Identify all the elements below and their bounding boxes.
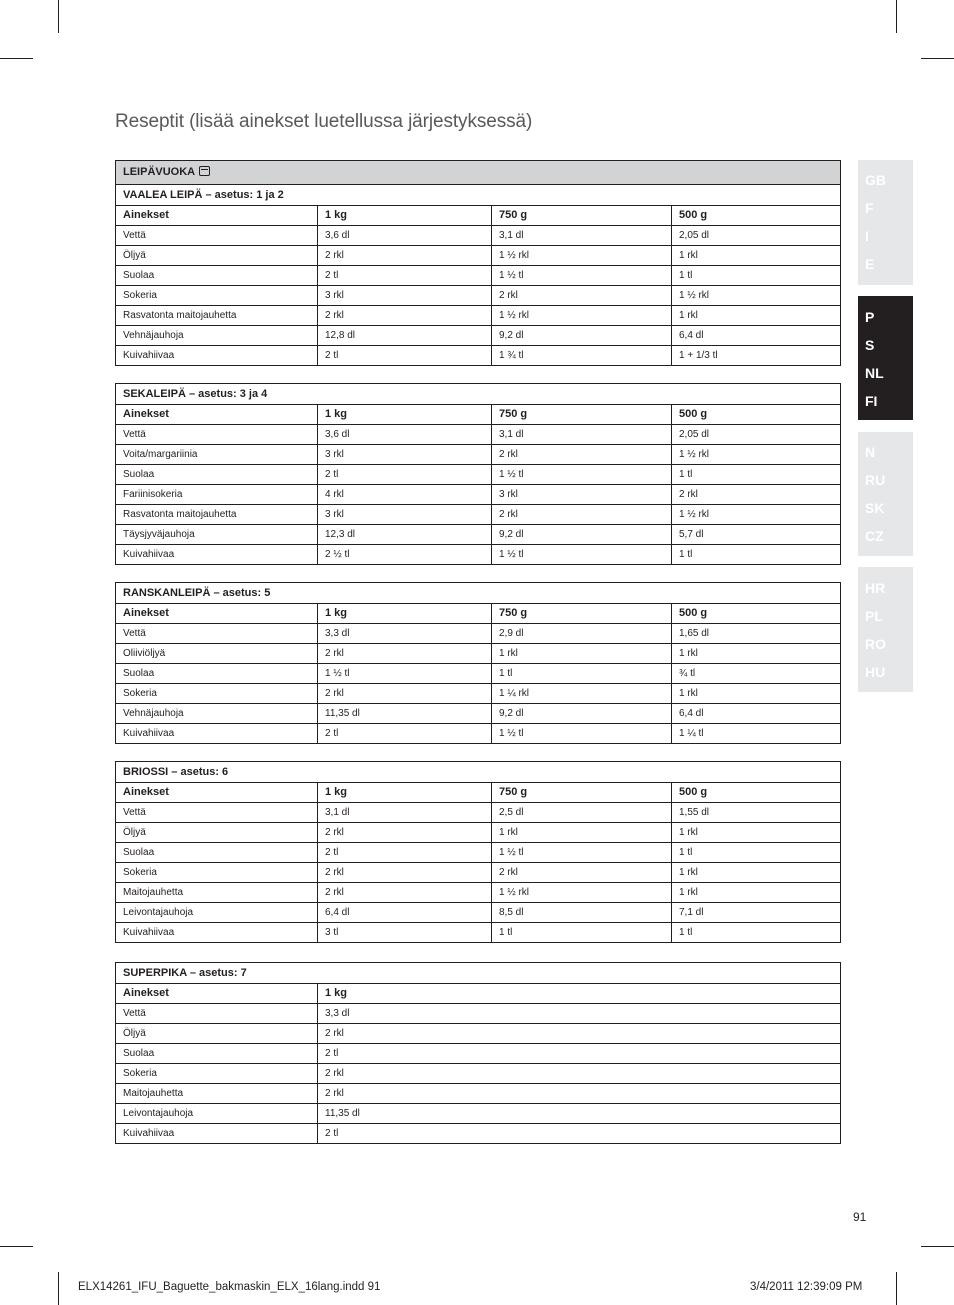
column-header: 750 g bbox=[492, 405, 672, 425]
ingredient-amount: 2,05 dl bbox=[672, 425, 841, 445]
ingredient-name: Öljyä bbox=[116, 823, 318, 843]
ingredient-amount: 1 rkl bbox=[672, 883, 841, 903]
ingredient-name: Maitojauhetta bbox=[116, 883, 318, 903]
ingredient-name: Sokeria bbox=[116, 684, 318, 704]
ingredient-name: Sokeria bbox=[116, 863, 318, 883]
ingredient-amount: 3 rkl bbox=[318, 505, 492, 525]
ingredient-amount: 3,3 dl bbox=[318, 624, 492, 644]
crop-mark bbox=[58, 0, 59, 33]
table-row bbox=[116, 903, 841, 923]
ingredient-name: Leivontajauhoja bbox=[116, 1104, 318, 1124]
ingredient-amount: 2 rkl bbox=[492, 505, 672, 525]
ingredient-amount: 1 ½ tl bbox=[492, 465, 672, 485]
group-label: LEIPÄVUOKA bbox=[123, 166, 196, 178]
table-row bbox=[116, 286, 841, 306]
ingredient-amount: 2 tl bbox=[318, 1124, 841, 1144]
ingredient-amount: 1 ¾ tl bbox=[492, 346, 672, 366]
ingredient-amount: 1 tl bbox=[492, 923, 672, 943]
ingredient-name: Voita/margariinia bbox=[116, 445, 318, 465]
language-code: NL bbox=[865, 365, 884, 381]
language-code: S bbox=[865, 337, 875, 353]
column-header: 1 kg bbox=[318, 984, 841, 1004]
column-header: 500 g bbox=[672, 783, 841, 803]
ingredient-amount: 6,4 dl bbox=[672, 704, 841, 724]
table-row bbox=[116, 664, 841, 684]
ingredient-amount: 1 tl bbox=[672, 266, 841, 286]
crop-mark bbox=[896, 1272, 897, 1305]
column-header: 750 g bbox=[492, 783, 672, 803]
ingredient-amount: 2 rkl bbox=[672, 485, 841, 505]
ingredient-amount: 1 ½ rkl bbox=[672, 445, 841, 465]
language-code: RU bbox=[865, 472, 886, 488]
recipe-table-superpika bbox=[115, 962, 841, 1144]
column-header: 750 g bbox=[492, 604, 672, 624]
table-row bbox=[116, 505, 841, 525]
table-row bbox=[116, 346, 841, 366]
ingredient-name: Vettä bbox=[116, 1004, 318, 1024]
ingredient-amount: 1,55 dl bbox=[672, 803, 841, 823]
ingredient-amount: 2 rkl bbox=[318, 883, 492, 903]
group-header bbox=[116, 161, 841, 185]
recipe-table-sekaleipa bbox=[115, 383, 841, 565]
ingredient-name: Kuivahiivaa bbox=[116, 346, 318, 366]
ingredient-amount: 2 rkl bbox=[492, 863, 672, 883]
table-row bbox=[116, 1104, 841, 1124]
ingredient-name: Kuivahiivaa bbox=[116, 545, 318, 565]
ingredient-amount: 2,5 dl bbox=[492, 803, 672, 823]
ingredient-name: Öljyä bbox=[116, 246, 318, 266]
bread-pan-icon bbox=[199, 166, 210, 176]
ingredient-amount: 1 rkl bbox=[672, 644, 841, 664]
ingredient-amount: 3,6 dl bbox=[318, 425, 492, 445]
ingredient-amount: 2 rkl bbox=[318, 1064, 841, 1084]
table-row bbox=[116, 445, 841, 465]
footer-file-name: ELX14261_IFU_Baguette_bakmaskin_ELX_16lang.indd 91 bbox=[78, 1281, 381, 1293]
column-header: Ainekset bbox=[116, 604, 318, 624]
table-row bbox=[116, 1044, 841, 1064]
table-row bbox=[116, 266, 841, 286]
table-row bbox=[116, 485, 841, 505]
recipe-title: SUPERPIKA – asetus: 7 bbox=[116, 963, 841, 984]
ingredient-amount: 1 rkl bbox=[672, 246, 841, 266]
ingredient-amount: 6,4 dl bbox=[672, 326, 841, 346]
table-row bbox=[116, 863, 841, 883]
ingredient-amount: 2 tl bbox=[318, 1044, 841, 1064]
ingredient-name: Kuivahiivaa bbox=[116, 1124, 318, 1144]
table-row bbox=[116, 1124, 841, 1144]
ingredient-amount: 2 rkl bbox=[318, 1024, 841, 1044]
ingredient-amount: 2 rkl bbox=[318, 823, 492, 843]
ingredient-amount: 2 rkl bbox=[318, 684, 492, 704]
language-code: SK bbox=[865, 500, 885, 516]
ingredient-amount: 4 rkl bbox=[318, 485, 492, 505]
ingredient-amount: 3 tl bbox=[318, 923, 492, 943]
ingredient-amount: 1 rkl bbox=[492, 823, 672, 843]
ingredient-amount: 3,1 dl bbox=[318, 803, 492, 823]
ingredient-amount: 1 ½ tl bbox=[318, 664, 492, 684]
ingredient-amount: 1 ½ tl bbox=[492, 843, 672, 863]
ingredient-amount: 8,5 dl bbox=[492, 903, 672, 923]
ingredient-amount: 5,7 dl bbox=[672, 525, 841, 545]
column-header: 1 kg bbox=[318, 405, 492, 425]
recipe-title: RANSKANLEIPÄ – asetus: 5 bbox=[116, 583, 841, 604]
crop-mark bbox=[0, 1246, 33, 1247]
language-tab-group-1 bbox=[858, 160, 913, 285]
ingredient-amount: 6,4 dl bbox=[318, 903, 492, 923]
table-row bbox=[116, 883, 841, 903]
ingredient-amount: 3 rkl bbox=[492, 485, 672, 505]
crop-mark bbox=[58, 1272, 59, 1305]
ingredient-amount: 3,1 dl bbox=[492, 226, 672, 246]
recipe-title: BRIOSSI – asetus: 6 bbox=[116, 762, 841, 783]
ingredient-name: Vettä bbox=[116, 803, 318, 823]
ingredient-amount: ¾ tl bbox=[672, 664, 841, 684]
ingredient-amount: 1,65 dl bbox=[672, 624, 841, 644]
ingredient-name: Suolaa bbox=[116, 664, 318, 684]
column-header: 1 kg bbox=[318, 206, 492, 226]
ingredient-amount: 2 rkl bbox=[492, 445, 672, 465]
recipe-title: SEKALEIPÄ – asetus: 3 ja 4 bbox=[116, 384, 841, 405]
ingredient-name: Vehnäjauhoja bbox=[116, 704, 318, 724]
ingredient-amount: 12,8 dl bbox=[318, 326, 492, 346]
column-header: 500 g bbox=[672, 206, 841, 226]
ingredient-amount: 2 rkl bbox=[318, 306, 492, 326]
ingredient-amount: 2 rkl bbox=[492, 286, 672, 306]
ingredient-amount: 1 rkl bbox=[672, 863, 841, 883]
ingredient-amount: 1 ½ rkl bbox=[492, 883, 672, 903]
ingredient-amount: 2 tl bbox=[318, 843, 492, 863]
table-row bbox=[116, 226, 841, 246]
table-row bbox=[116, 545, 841, 565]
table-row bbox=[116, 465, 841, 485]
page-number: 91 bbox=[853, 1210, 867, 1224]
ingredient-name: Täysjyväjauhoja bbox=[116, 525, 318, 545]
ingredient-amount: 12,3 dl bbox=[318, 525, 492, 545]
ingredient-amount: 1 ½ tl bbox=[492, 724, 672, 744]
ingredient-amount: 1 tl bbox=[672, 465, 841, 485]
ingredient-amount: 9,2 dl bbox=[492, 326, 672, 346]
ingredient-amount: 2 tl bbox=[318, 346, 492, 366]
ingredient-amount: 1 ½ rkl bbox=[492, 246, 672, 266]
ingredient-amount: 3,1 dl bbox=[492, 425, 672, 445]
ingredient-name: Rasvatonta maitojauhetta bbox=[116, 306, 318, 326]
language-code: P bbox=[865, 309, 875, 325]
table-row bbox=[116, 1024, 841, 1044]
table-row bbox=[116, 684, 841, 704]
column-header: 750 g bbox=[492, 206, 672, 226]
language-tab-group-2-active bbox=[858, 296, 913, 420]
footer-datetime: 3/4/2011 12:39:09 PM bbox=[750, 1281, 863, 1293]
ingredient-amount: 1 tl bbox=[672, 545, 841, 565]
table-row bbox=[116, 803, 841, 823]
crop-mark bbox=[0, 58, 33, 59]
language-code: CZ bbox=[865, 528, 884, 544]
ingredient-name: Rasvatonta maitojauhetta bbox=[116, 505, 318, 525]
ingredient-name: Vettä bbox=[116, 226, 318, 246]
column-header: Ainekset bbox=[116, 783, 318, 803]
language-code: RO bbox=[865, 636, 886, 652]
ingredient-amount: 2 tl bbox=[318, 465, 492, 485]
ingredient-name: Vettä bbox=[116, 624, 318, 644]
language-tab-group-3 bbox=[858, 432, 913, 556]
ingredient-amount: 1 ¼ rkl bbox=[492, 684, 672, 704]
page-title: Reseptit (lisää ainekset luetellussa järjestyksessä) bbox=[115, 111, 533, 132]
table-row bbox=[116, 923, 841, 943]
recipe-table-briossi bbox=[115, 761, 841, 943]
table-row bbox=[116, 624, 841, 644]
language-code: PL bbox=[865, 608, 883, 624]
ingredient-amount: 1 rkl bbox=[672, 684, 841, 704]
table-row bbox=[116, 525, 841, 545]
table-row bbox=[116, 306, 841, 326]
column-header: 1 kg bbox=[318, 783, 492, 803]
table-row bbox=[116, 724, 841, 744]
ingredient-amount: 3,6 dl bbox=[318, 226, 492, 246]
crop-mark bbox=[921, 58, 954, 59]
ingredient-name: Kuivahiivaa bbox=[116, 923, 318, 943]
column-header: Ainekset bbox=[116, 405, 318, 425]
language-code: E bbox=[865, 256, 875, 272]
ingredient-amount: 11,35 dl bbox=[318, 704, 492, 724]
table-row bbox=[116, 1084, 841, 1104]
ingredient-amount: 1 ½ rkl bbox=[492, 306, 672, 326]
crop-mark bbox=[921, 1246, 954, 1247]
ingredient-amount: 2 ½ tl bbox=[318, 545, 492, 565]
recipe-table-vaalea-leipa bbox=[115, 160, 841, 366]
column-header: Ainekset bbox=[116, 984, 318, 1004]
ingredient-amount: 1 ½ tl bbox=[492, 545, 672, 565]
ingredient-amount: 1 rkl bbox=[672, 306, 841, 326]
language-code: FI bbox=[865, 393, 878, 409]
table-row bbox=[116, 843, 841, 863]
column-header: 500 g bbox=[672, 405, 841, 425]
ingredient-amount: 1 rkl bbox=[492, 644, 672, 664]
ingredient-amount: 9,2 dl bbox=[492, 525, 672, 545]
ingredient-name: Suolaa bbox=[116, 1044, 318, 1064]
ingredient-name: Suolaa bbox=[116, 843, 318, 863]
crop-mark bbox=[896, 0, 897, 33]
ingredient-amount: 1 tl bbox=[672, 843, 841, 863]
language-code: I bbox=[865, 228, 869, 244]
ingredient-amount: 7,1 dl bbox=[672, 903, 841, 923]
language-code: F bbox=[865, 200, 874, 216]
language-tab-group-4 bbox=[858, 567, 913, 692]
column-header: 500 g bbox=[672, 604, 841, 624]
ingredient-amount: 2 rkl bbox=[318, 644, 492, 664]
ingredient-name: Fariinisokeria bbox=[116, 485, 318, 505]
column-header: 1 kg bbox=[318, 604, 492, 624]
table-row bbox=[116, 823, 841, 843]
ingredient-amount: 3 rkl bbox=[318, 286, 492, 306]
table-row bbox=[116, 1004, 841, 1024]
ingredient-amount: 1 ½ rkl bbox=[672, 505, 841, 525]
recipe-title: VAALEA LEIPÄ – asetus: 1 ja 2 bbox=[116, 185, 841, 206]
language-code: HR bbox=[865, 580, 886, 596]
table-row bbox=[116, 644, 841, 664]
language-code: N bbox=[865, 444, 876, 460]
ingredient-amount: 1 ½ tl bbox=[492, 266, 672, 286]
ingredient-amount: 11,35 dl bbox=[318, 1104, 841, 1124]
ingredient-name: Sokeria bbox=[116, 1064, 318, 1084]
ingredient-name: Oliiviöljyä bbox=[116, 644, 318, 664]
ingredient-name: Kuivahiivaa bbox=[116, 724, 318, 744]
ingredient-amount: 9,2 dl bbox=[492, 704, 672, 724]
ingredient-amount: 1 ¼ tl bbox=[672, 724, 841, 744]
ingredient-amount: 2,9 dl bbox=[492, 624, 672, 644]
table-row bbox=[116, 704, 841, 724]
ingredient-amount: 3,3 dl bbox=[318, 1004, 841, 1024]
table-row bbox=[116, 246, 841, 266]
ingredient-name: Suolaa bbox=[116, 465, 318, 485]
language-code: GB bbox=[865, 172, 886, 188]
ingredient-name: Maitojauhetta bbox=[116, 1084, 318, 1104]
ingredient-amount: 2,05 dl bbox=[672, 226, 841, 246]
ingredient-amount: 2 rkl bbox=[318, 863, 492, 883]
ingredient-amount: 1 rkl bbox=[672, 823, 841, 843]
column-header: Ainekset bbox=[116, 206, 318, 226]
ingredient-name: Vehnäjauhoja bbox=[116, 326, 318, 346]
ingredient-amount: 3 rkl bbox=[318, 445, 492, 465]
ingredient-amount: 1 ½ rkl bbox=[672, 286, 841, 306]
ingredient-amount: 2 rkl bbox=[318, 1084, 841, 1104]
table-row bbox=[116, 326, 841, 346]
ingredient-name: Leivontajauhoja bbox=[116, 903, 318, 923]
recipe-table-ranskanleipa bbox=[115, 582, 841, 744]
ingredient-name: Öljyä bbox=[116, 1024, 318, 1044]
table-row bbox=[116, 1064, 841, 1084]
ingredient-amount: 1 tl bbox=[672, 923, 841, 943]
ingredient-amount: 1 + 1/3 tl bbox=[672, 346, 841, 366]
ingredient-amount: 2 tl bbox=[318, 266, 492, 286]
ingredient-name: Suolaa bbox=[116, 266, 318, 286]
ingredient-amount: 2 tl bbox=[318, 724, 492, 744]
ingredient-name: Sokeria bbox=[116, 286, 318, 306]
language-code: HU bbox=[865, 664, 886, 680]
ingredient-amount: 1 tl bbox=[492, 664, 672, 684]
table-row bbox=[116, 425, 841, 445]
ingredient-name: Vettä bbox=[116, 425, 318, 445]
ingredient-amount: 2 rkl bbox=[318, 246, 492, 266]
